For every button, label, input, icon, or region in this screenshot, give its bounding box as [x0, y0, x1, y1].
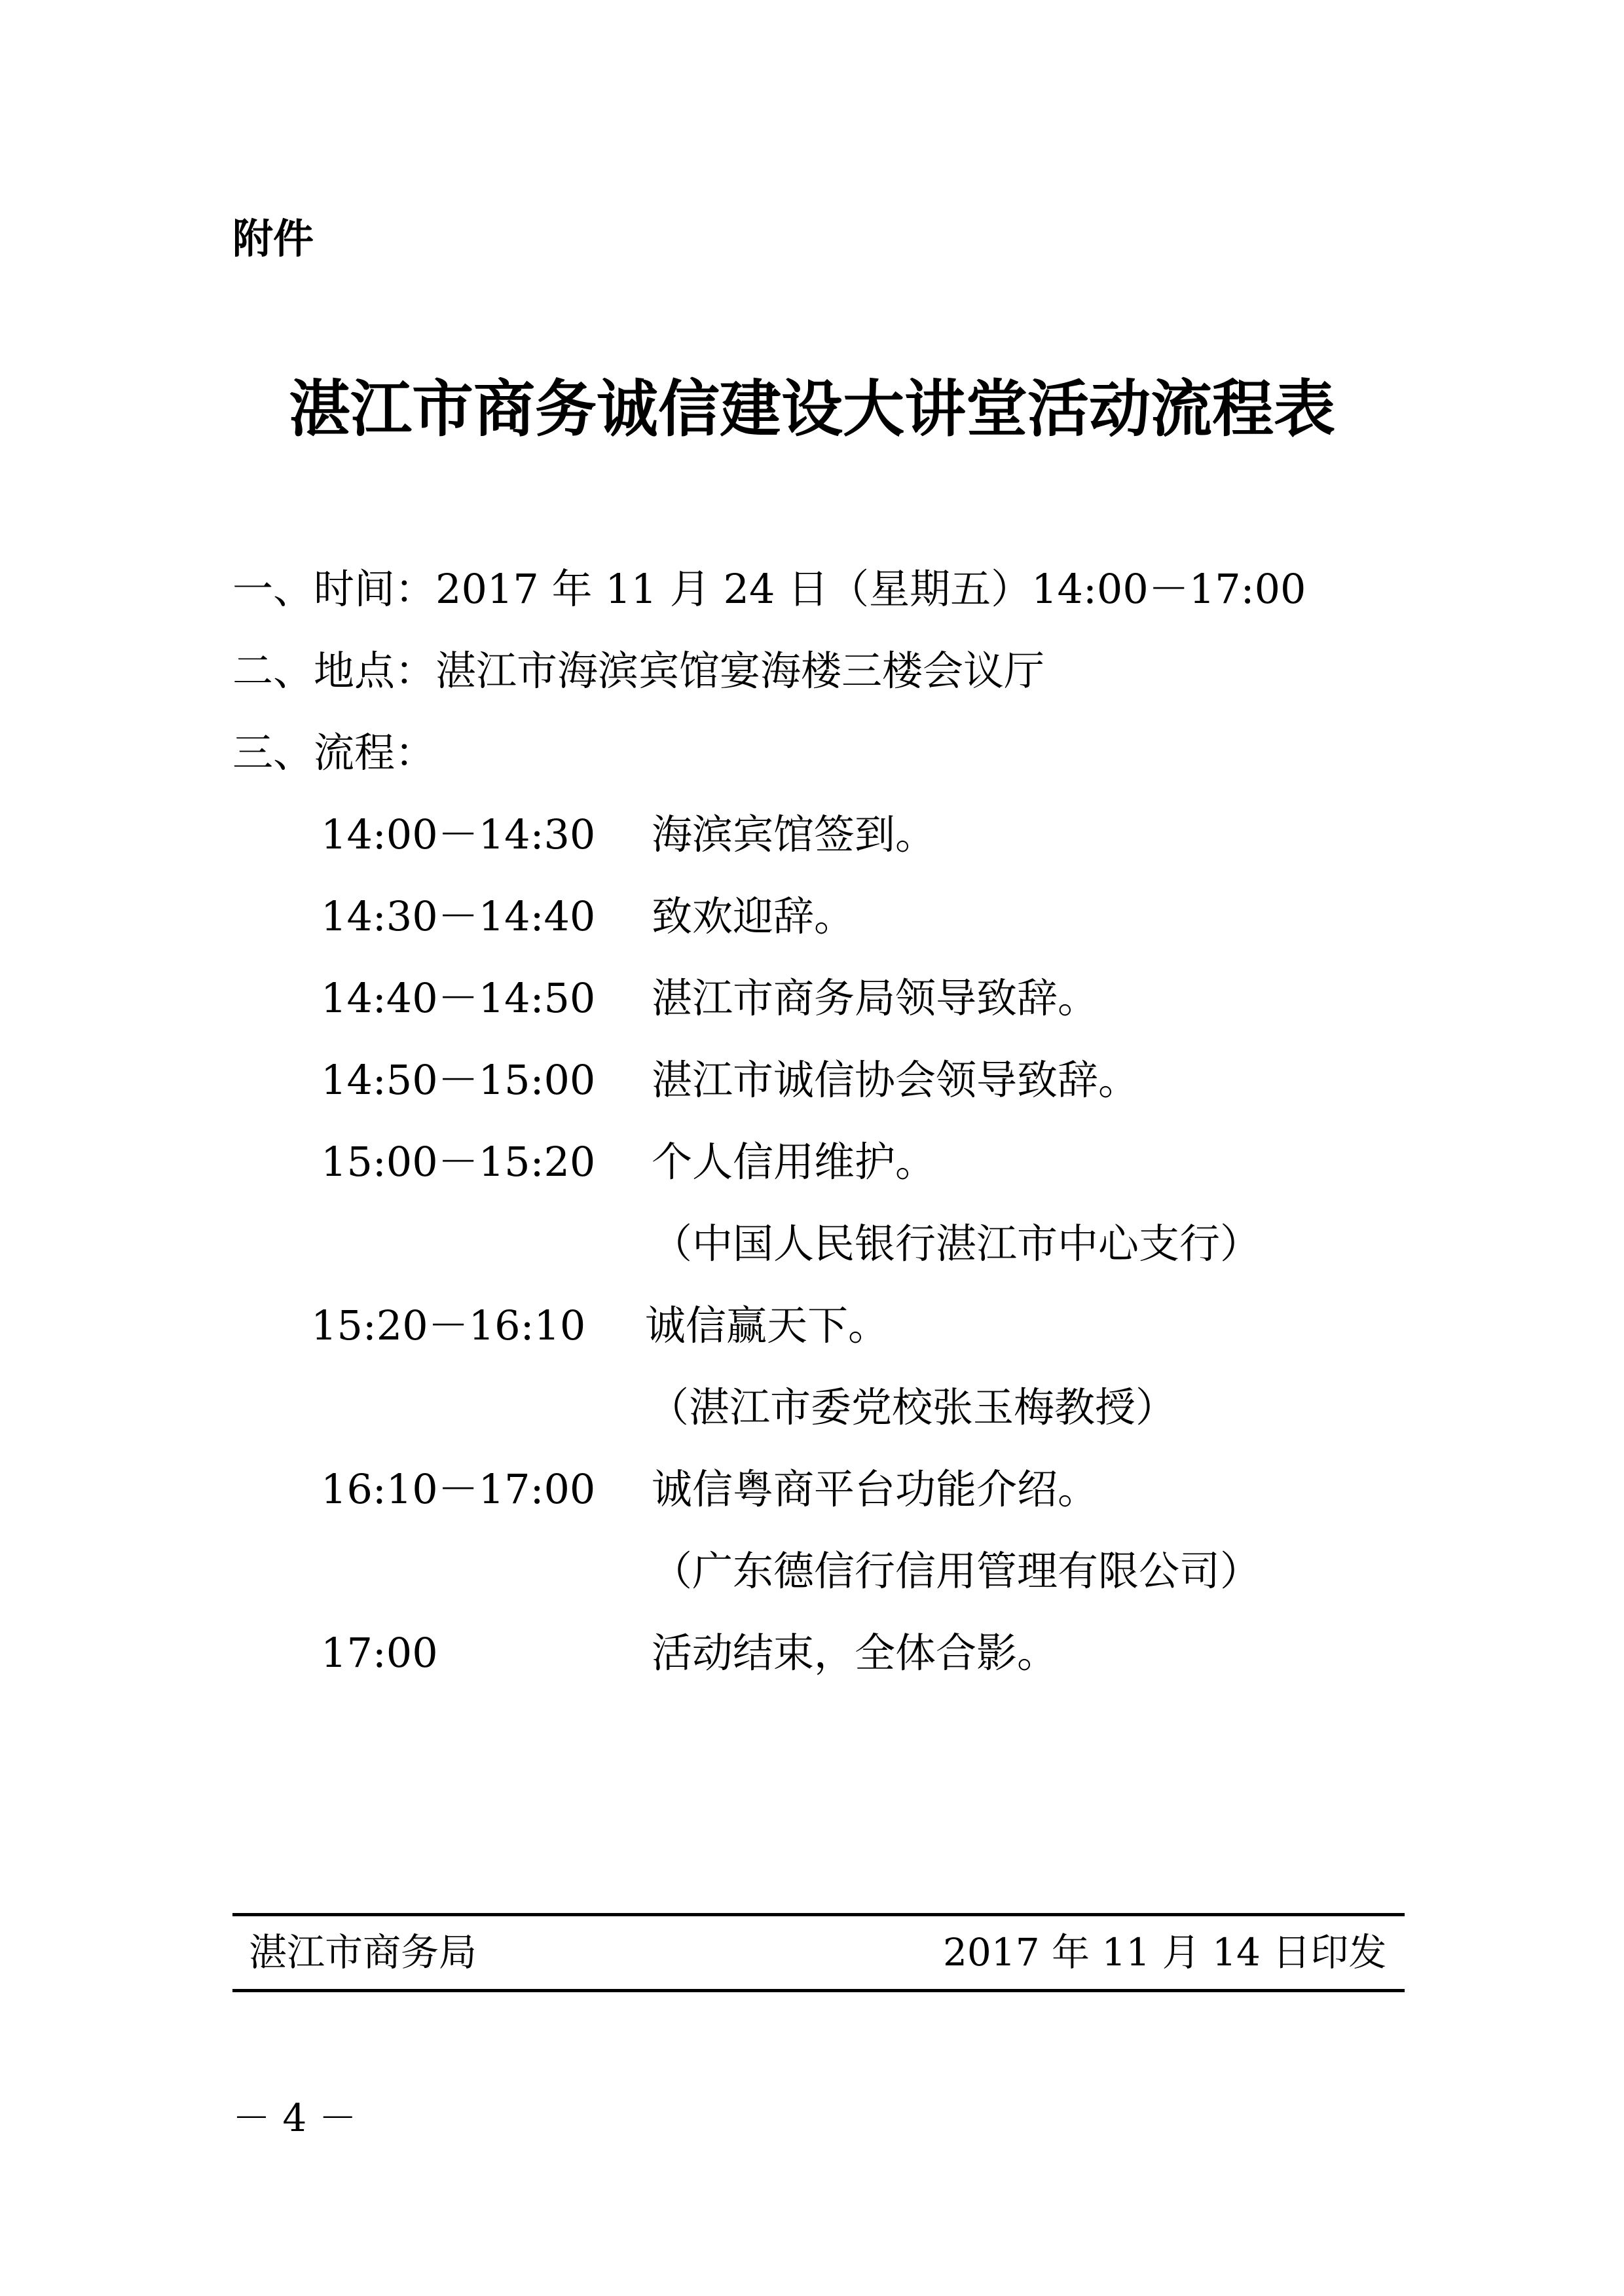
schedule-row-time: 14:40－14:50 — [321, 974, 596, 1022]
schedule-row-note: （湛江市委党校张玉梅教授） — [648, 1383, 1177, 1431]
footer-issuer: 湛江市商务局 — [249, 1930, 477, 1975]
schedule-row-time: 14:30－14:40 — [321, 892, 596, 940]
schedule-row-time: 14:00－14:30 — [321, 811, 596, 858]
schedule-row-time: 15:00－15:20 — [321, 1138, 596, 1186]
schedule-row-activity: 活动结束，全体合影。 — [652, 1629, 1058, 1677]
schedule-row-activity: 诚信赢天下。 — [645, 1302, 889, 1349]
document-title: 湛江市商务诚信建设大讲堂活动流程表 — [288, 373, 1335, 445]
schedule-row-note: （广东德信行信用管理有限公司） — [652, 1547, 1261, 1595]
schedule-row-activity: 海滨宾馆签到。 — [652, 811, 936, 858]
schedule-row-note: （中国人民银行湛江市中心支行） — [652, 1220, 1261, 1267]
section-time: 一、时间：2017 年 11 月 24 日（星期五）14:00－17:00 — [232, 565, 1306, 613]
schedule-row-activity: 湛江市商务局领导致辞。 — [652, 974, 1099, 1022]
schedule-row-activity: 个人信用维护。 — [652, 1138, 936, 1186]
schedule-row-time: 15:20－16:10 — [311, 1302, 586, 1349]
section-process-label: 三、流程： — [232, 729, 436, 776]
schedule-row-activity: 致欢迎辞。 — [652, 892, 855, 940]
schedule-row-activity: 诚信粤商平台功能介绍。 — [652, 1465, 1099, 1513]
page-number: － 4 － — [232, 2096, 357, 2140]
footer-top-rule — [232, 1913, 1405, 1916]
footer-issue-date: 2017 年 11 月 14 日印发 — [943, 1930, 1387, 1975]
schedule-row-activity: 湛江市诚信协会领导致辞。 — [652, 1056, 1139, 1104]
schedule-row-time: 17:00 — [321, 1629, 438, 1677]
footer-bottom-rule — [232, 1989, 1405, 1992]
schedule-row-time: 14:50－15:00 — [321, 1056, 596, 1104]
attachment-label: 附件 — [232, 215, 314, 263]
schedule-row-time: 16:10－17:00 — [321, 1465, 596, 1513]
section-place: 二、地点：湛江市海滨宾馆宴海楼三楼会议厅 — [232, 647, 1045, 695]
